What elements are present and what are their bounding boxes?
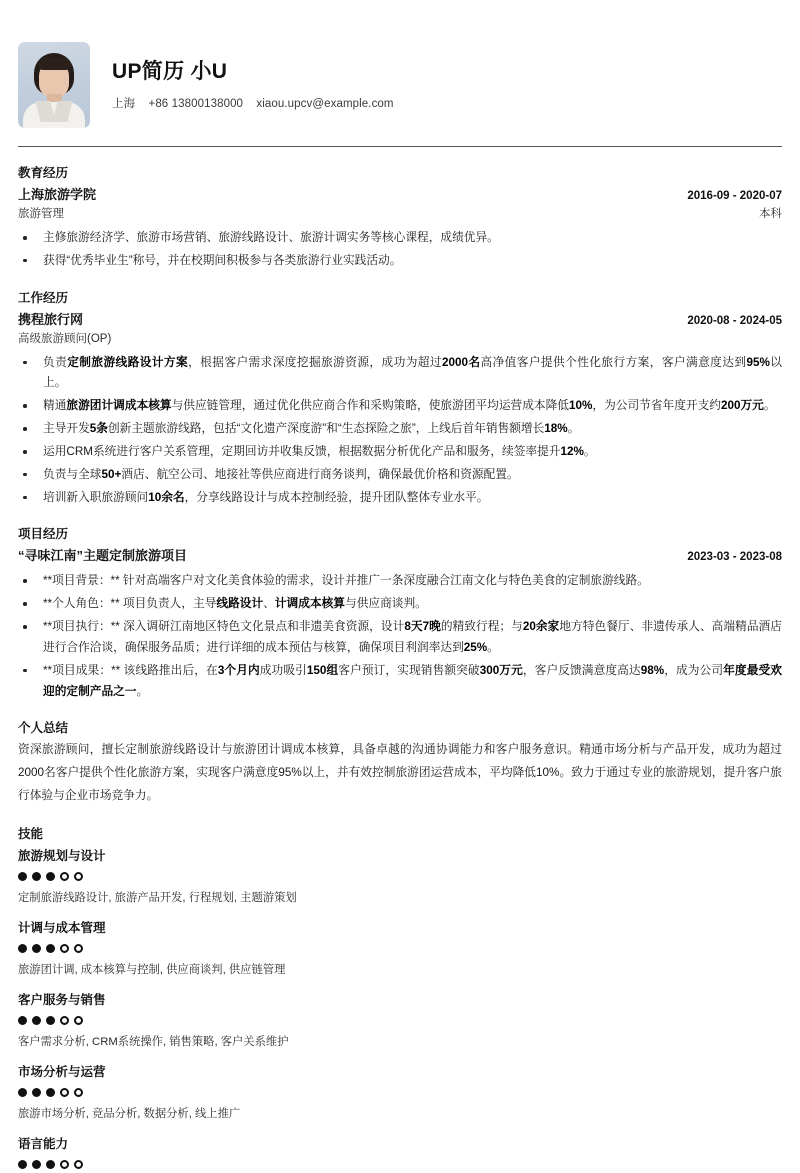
- work-sub-row: [18, 330, 782, 346]
- list-item: **项目背景：** 针对高端客户对文化美食体验的需求，设计并推广一条深度融合江南文化与特色美食的定制旅游线路。: [18, 571, 782, 592]
- rating-dot-empty: [60, 872, 69, 881]
- avatar: [18, 42, 90, 128]
- skill-group: [18, 990, 782, 1051]
- contact-location: 上海: [112, 97, 136, 110]
- rating-dot-filled: [46, 1160, 55, 1169]
- work-entry-head: [18, 309, 782, 328]
- skill-groups: [18, 846, 782, 1173]
- section-title-skills: 技能: [18, 826, 44, 841]
- education-entry-head: [18, 184, 782, 203]
- rating-dot-filled: [46, 944, 55, 953]
- section-title-work: 工作经历: [18, 290, 69, 305]
- list-item: 主导开发5条创新主题旅游线路，包括“文化遗产深度游”和“生态探险之旅”，上线后首年销售额增长18%。: [18, 419, 782, 440]
- project-entry-head: [18, 545, 782, 564]
- rating-dot-filled: [46, 1016, 55, 1025]
- contact-email: xiaou.upcv@example.com: [256, 97, 394, 110]
- project-title: “寻味江南”主题定制旅游项目: [18, 548, 188, 564]
- work-position: 高级旅游顾问(OP): [18, 332, 112, 345]
- education-date: 2016-09 - 2020-07: [687, 190, 782, 202]
- skill-rating: [18, 869, 782, 885]
- skill-group: [18, 918, 782, 979]
- work-bullets: [18, 353, 782, 509]
- contact-phone: +86 13800138000: [148, 97, 244, 110]
- header-text: [112, 59, 404, 110]
- candidate-name: UP简历 小U: [112, 60, 228, 84]
- skill-name: 市场分析与运营: [18, 1065, 106, 1080]
- skill-rating: [18, 941, 782, 957]
- section-title-education: 教育经历: [18, 166, 69, 180]
- skill-group: [18, 1062, 782, 1123]
- list-item: **项目成果：** 该线路推出后，在3个月内成功吸引150组客户预订，实现销售额突破300万元，客户反馈满意度高达98%，成为公司年度最受欢迎的定制产品之一。: [18, 661, 782, 703]
- rating-dot-empty: [74, 944, 83, 953]
- project-bullets: [18, 571, 782, 702]
- rating-dot-filled: [32, 872, 41, 881]
- skill-rating: [18, 1085, 782, 1101]
- rating-dot-empty: [60, 1088, 69, 1097]
- contact-line: [112, 95, 404, 111]
- list-item: 培训新入职旅游顾问10余名，分享线路设计与成本控制经验，提升团队整体专业水平。: [18, 488, 782, 509]
- section-title-summary: 个人总结: [18, 721, 69, 736]
- rating-dot-empty: [60, 1016, 69, 1025]
- work-date: 2020-08 - 2024-05: [687, 314, 782, 327]
- rating-dot-filled: [32, 1160, 41, 1169]
- education-degree: 本科: [759, 208, 782, 220]
- education-school: 上海旅游学院: [18, 187, 97, 202]
- rating-dot-filled: [32, 1088, 41, 1097]
- avatar-fringe: [38, 57, 71, 70]
- rating-dot-filled: [46, 872, 55, 881]
- rating-dot-empty: [60, 1160, 69, 1169]
- rating-dot-filled: [46, 1088, 55, 1097]
- rating-dot-filled: [18, 944, 27, 953]
- education-sub-row: [18, 205, 782, 221]
- skill-group: [18, 1134, 782, 1173]
- skill-items: 定制旅游线路设计, 旅游产品开发, 行程规划, 主题游策划: [18, 891, 297, 904]
- skill-name: 旅游规划与设计: [18, 848, 106, 863]
- rating-dot-filled: [32, 944, 41, 953]
- list-item: 获得“优秀毕业生”称号，并在校期间积极参与各类旅游行业实践活动。: [18, 251, 782, 272]
- skill-group: [18, 846, 782, 907]
- rating-dot-empty: [74, 1160, 83, 1169]
- rating-dot-empty: [60, 944, 69, 953]
- education-bullets: [18, 228, 782, 272]
- resume-header: [18, 0, 782, 140]
- list-item: 负责与全球50+酒店、航空公司、地接社等供应商进行商务谈判，确保最优价格和资源配置。: [18, 465, 782, 486]
- rating-dot-empty: [74, 1016, 83, 1025]
- rating-dot-filled: [18, 1016, 27, 1025]
- work-company: 携程旅行网: [18, 311, 84, 327]
- section-summary: [18, 718, 782, 807]
- rating-dot-empty: [74, 1088, 83, 1097]
- rating-dot-empty: [74, 872, 83, 881]
- rating-dot-filled: [32, 1016, 41, 1025]
- rating-dot-filled: [18, 1088, 27, 1097]
- section-work: [18, 288, 782, 509]
- list-item: 精通旅游团计调成本核算与供应链管理，通过优化供应商合作和采购策略，使旅游团平均运营成本降低10%，为公司节省年度开支约200万元。: [18, 396, 782, 417]
- rating-dot-filled: [18, 1160, 27, 1169]
- skill-items: 客户需求分析, CRM系统操作, 销售策略, 客户关系维护: [18, 1035, 289, 1048]
- header-divider: [18, 146, 782, 147]
- education-major: 旅游管理: [18, 208, 64, 220]
- list-item: **个人角色：** 项目负责人，主导线路设计、计调成本核算与供应商谈判。: [18, 594, 782, 615]
- list-item: 运用CRM系统进行客户关系管理，定期回访并收集反馈，根据数据分析优化产品和服务，续签率提升12%。: [18, 442, 782, 463]
- skill-name: 客户服务与销售: [18, 992, 106, 1007]
- project-date: 2023-03 - 2023-08: [687, 551, 782, 564]
- list-item: 负责定制旅游线路设计方案，根据客户需求深度挖掘旅游资源，成功为超过2000名高净值客户提供个性化旅行方案，客户满意度达到95%以上。: [18, 353, 782, 395]
- summary-text: 资深旅游顾问，擅长定制旅游线路设计与旅游团计调成本核算，具备卓越的沟通协调能力和客户服务意识。精通市场分析与产品开发，成功为超过2000名客户提供个性化旅游方案，实现客户满意度95%以上，并有效控制旅游团运营成本，平均降低10%。致力于通过专业的旅游规划，提升客户旅行体验与企业市场竞争力。: [18, 743, 782, 803]
- skill-name: 语言能力: [18, 1137, 69, 1152]
- section-education: [18, 163, 782, 272]
- section-skills: [18, 824, 782, 1173]
- rating-dot-filled: [18, 872, 27, 881]
- section-project: [18, 524, 782, 702]
- skill-items: 旅游团计调, 成本核算与控制, 供应商谈判, 供应链管理: [18, 963, 286, 976]
- skill-rating: [18, 1013, 782, 1029]
- skill-name: 计调与成本管理: [18, 920, 106, 935]
- list-item: **项目执行：** 深入调研江南地区特色文化景点和非遗美食资源，设计8天7晚的精致行程；与20余家地方特色餐厅、非遗传承人、高端精品酒店进行合作洽谈，确保服务品质；进行详细的成本预估与核算，确保项目利润率达到25%。: [18, 617, 782, 659]
- section-title-project: 项目经历: [18, 527, 69, 542]
- skill-items: 旅游市场分析, 竞品分析, 数据分析, 线上推广: [18, 1108, 241, 1121]
- list-item: 主修旅游经济学、旅游市场营销、旅游线路设计、旅游计调实务等核心课程，成绩优异。: [18, 228, 782, 249]
- skill-rating: [18, 1157, 782, 1173]
